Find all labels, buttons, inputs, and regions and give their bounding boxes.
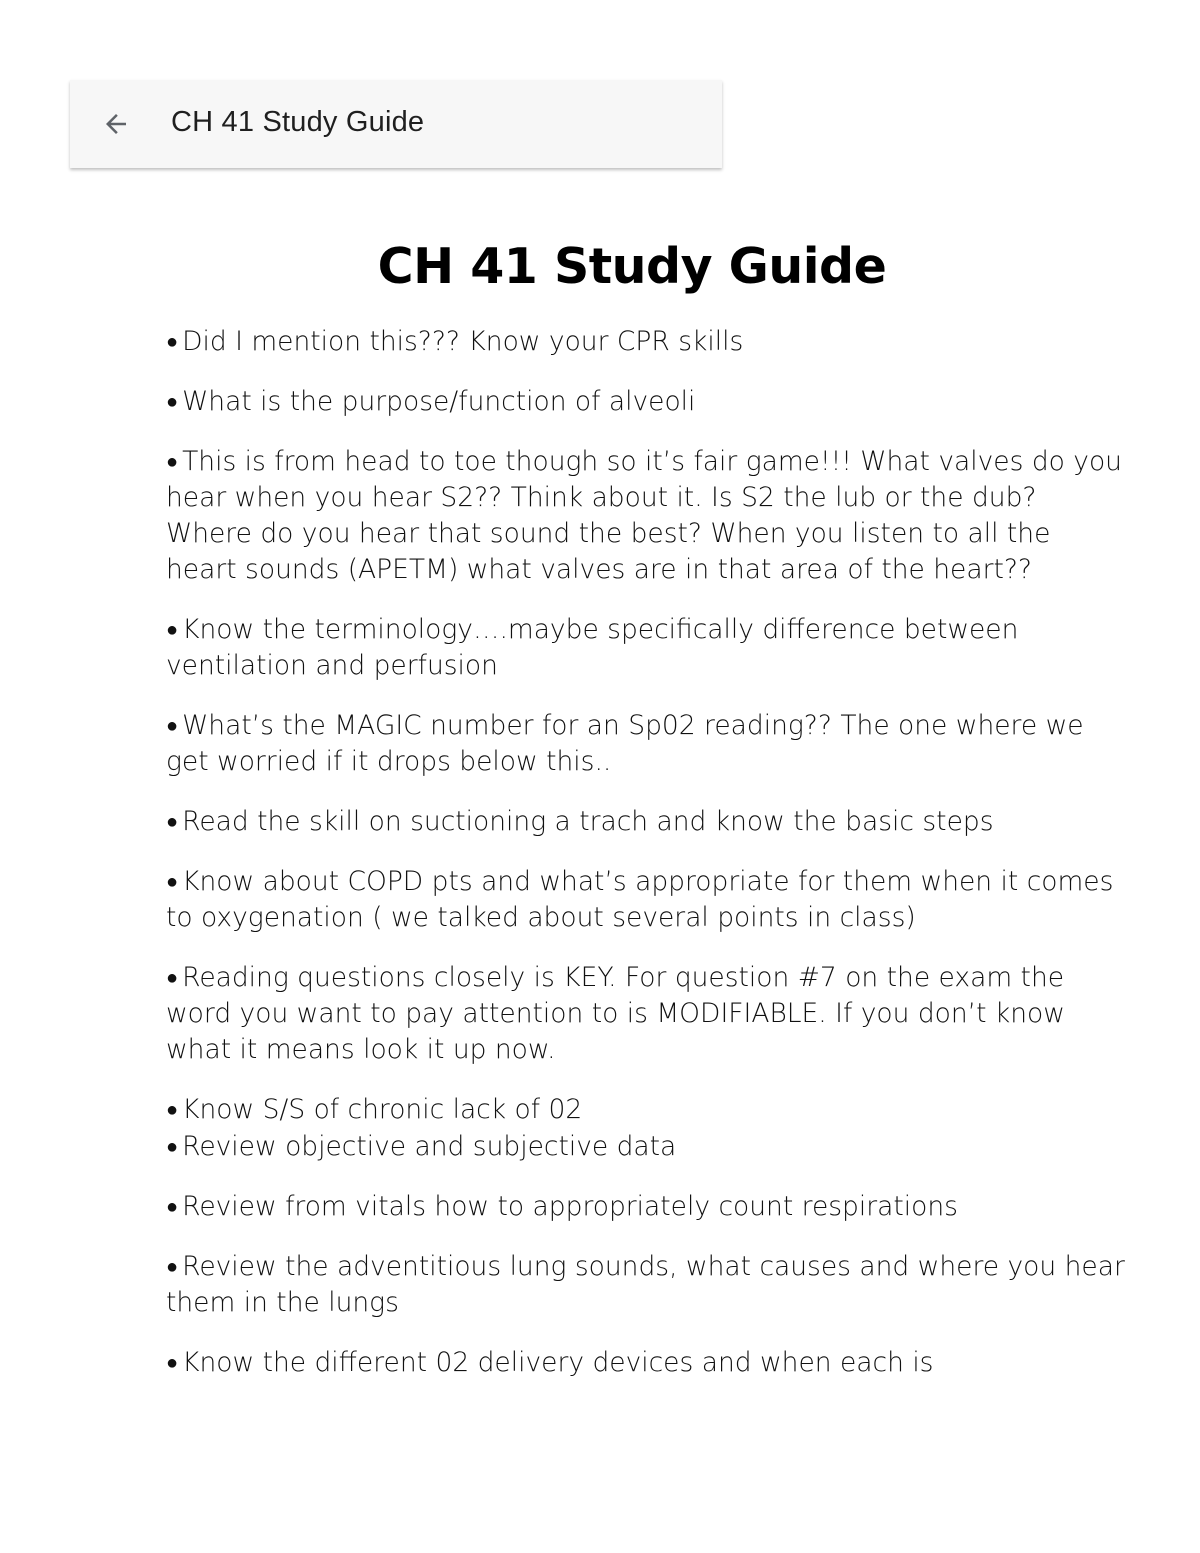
document-title: CH 41 Study Guide bbox=[377, 238, 887, 295]
bullet-icon: ● bbox=[166, 449, 179, 473]
bullet-icon: ● bbox=[166, 1097, 179, 1121]
bullet-icon: ● bbox=[166, 809, 179, 833]
list-item: ● Read the skill on suctioning a trach and know the basic steps bbox=[166, 806, 994, 837]
list-item: ● What is the purpose/function of alveoli bbox=[166, 386, 696, 417]
list-item: ● Review the adventitious lung sounds, what causes and where you hear them in the lungs bbox=[166, 1251, 1125, 1318]
list-item: ● Know the different 02 delivery devices and when each is bbox=[166, 1347, 934, 1378]
list-item: ● Review objective and subjective data bbox=[166, 1131, 677, 1162]
list-item: ● What’s the MAGIC number for an Sp02 reading?? The one where we get worried if it drops below this.. bbox=[166, 710, 1084, 777]
list-item: ● Know the terminology….maybe specifically difference between ventilation and perfusion bbox=[166, 614, 1019, 681]
study-guide-list bbox=[166, 323, 1126, 1404]
bullet-icon: ● bbox=[166, 617, 179, 641]
arrow-left-icon bbox=[101, 109, 131, 139]
back-button[interactable] bbox=[96, 104, 136, 144]
bullet-icon: ● bbox=[166, 329, 179, 353]
bullet-icon: ● bbox=[166, 1254, 179, 1278]
app-bar bbox=[70, 80, 722, 168]
bullet-icon: ● bbox=[166, 965, 179, 989]
app-bar-title: CH 41 Study Guide bbox=[171, 106, 425, 138]
bullet-icon: ● bbox=[166, 869, 179, 893]
list-item: ● This is from head to toe though so it’s fair game!!! What valves do you hear when you hear S2?? Think about it. Is S2 the lub or the dub? Where do you hear that sound the best? When you listen to all the heart sounds (APETM) what valves are in that area of the heart?? bbox=[166, 446, 1122, 585]
list-item: ● Did I mention this??? Know your CPR skills bbox=[166, 326, 744, 357]
bullet-icon: ● bbox=[166, 713, 179, 737]
bullet-icon: ● bbox=[166, 1194, 179, 1218]
bullet-icon: ● bbox=[166, 389, 179, 413]
list-item: ● Know about COPD pts and what’s appropriate for them when it comes to oxygenation ( we talked about several points in class) bbox=[166, 866, 1114, 933]
bullet-icon: ● bbox=[166, 1134, 179, 1158]
list-item: ● Know S/S of chronic lack of 02 bbox=[166, 1094, 583, 1125]
list-item: ● Reading questions closely is KEY. For question #7 on the exam the word you want to pay attention to is MODIFIABLE. If you don’t know what it means look it up now. bbox=[166, 962, 1065, 1065]
bullet-icon: ● bbox=[166, 1350, 179, 1374]
list-item: ● Review from vitals how to appropriately count respirations bbox=[166, 1191, 958, 1222]
